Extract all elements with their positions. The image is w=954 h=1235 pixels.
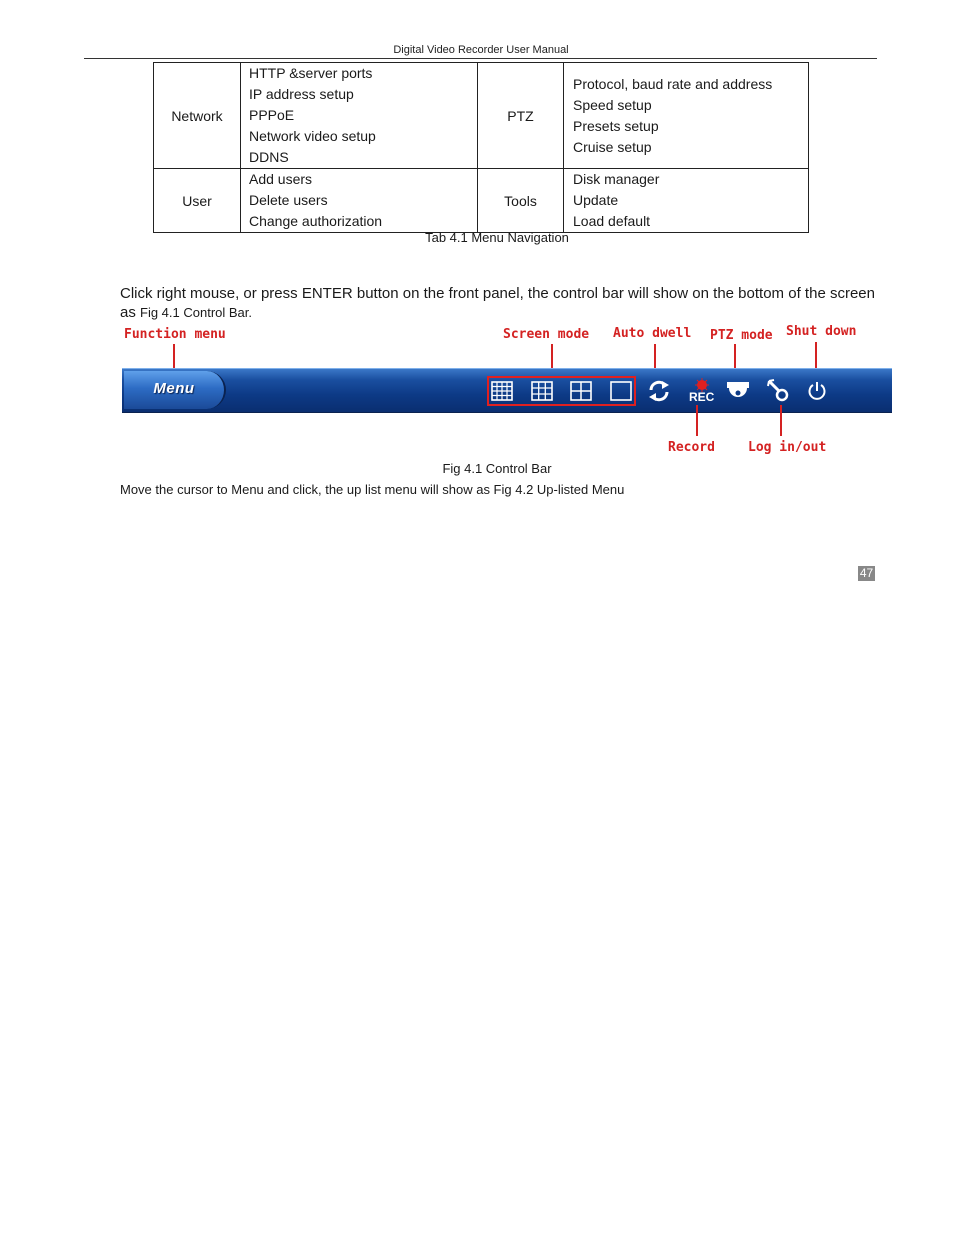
table-item: DDNS [249, 149, 289, 165]
annotation-pointer [173, 344, 175, 370]
grid-16-icon[interactable] [491, 381, 513, 401]
annotation-pointer [815, 342, 817, 370]
grid-9-icon[interactable] [531, 381, 553, 401]
table-item: Protocol, baud rate and address [573, 75, 773, 92]
annotation-auto-dwell: Auto dwell [613, 326, 692, 341]
annotation-record: Record [668, 440, 715, 455]
rec-label: REC [689, 390, 715, 404]
table-item: Change authorization [249, 213, 383, 229]
items-cell [564, 63, 809, 169]
table-row [154, 169, 809, 233]
control-bar [122, 368, 892, 413]
table-item: Network video setup [249, 128, 376, 144]
header-rule [84, 58, 877, 59]
table-item: IP address setup [249, 86, 354, 102]
grid-4-icon[interactable] [570, 381, 592, 401]
category-cell: User [154, 169, 241, 233]
control-bar-figure [118, 322, 896, 462]
running-header: Digital Video Recorder User Manual [393, 44, 569, 56]
table-item: Speed setup [573, 96, 652, 113]
annotation-pointer [654, 344, 656, 370]
ptz-camera-icon[interactable] [725, 379, 751, 403]
items-cell [564, 169, 809, 233]
category-cell: Tools [478, 169, 564, 233]
figure-reference: Fig 4.1 Control Bar. [140, 305, 253, 320]
page-number: 47 [859, 566, 874, 580]
table-item: Presets setup [573, 117, 659, 134]
table-item: Add users [249, 171, 313, 187]
table-item: Delete users [249, 192, 328, 208]
annotation-pointer [780, 405, 782, 436]
table-item: Disk manager [573, 171, 660, 187]
annotation-pointer [696, 405, 698, 436]
body-text: Move the cursor to Menu and click, the up list menu will show as Fig 4.2 Up-listed Menu [120, 482, 625, 497]
table-row [154, 63, 809, 169]
table-item: Cruise setup [573, 138, 652, 155]
annotation-pointer [734, 344, 736, 370]
items-cell [241, 169, 478, 233]
annotation-function-menu: Function menu [124, 327, 226, 342]
annotation-ptz-mode: PTZ mode [710, 328, 773, 343]
table-item: HTTP &server ports [249, 65, 373, 81]
table-item: Update [573, 192, 619, 208]
figure-caption: Fig 4.1 Control Bar [442, 461, 552, 476]
annotation-log-inout: Log in/out [748, 440, 827, 455]
grid-1-icon[interactable] [610, 381, 632, 401]
table-item: PPPoE [249, 107, 295, 123]
power-icon[interactable] [806, 380, 828, 402]
auto-dwell-icon[interactable] [646, 378, 672, 404]
menu-navigation-table [153, 62, 809, 233]
table-caption: Tab 4.1 Menu Navigation [425, 230, 569, 245]
table-item: Load default [573, 213, 651, 229]
category-cell: Network [154, 63, 241, 169]
menu-button[interactable]: Menu [124, 371, 226, 409]
annotation-screen-mode: Screen mode [503, 327, 590, 342]
items-cell [241, 63, 478, 169]
record-button[interactable] [689, 378, 723, 408]
paragraph-text: Click right mouse, or press ENTER button on the front panel, the control bar will show on the bottom of the screen as [120, 285, 875, 321]
annotation-shut-down: Shut down [786, 324, 857, 339]
category-cell: PTZ [478, 63, 564, 169]
login-key-icon[interactable] [766, 378, 790, 404]
body-paragraph [120, 284, 875, 322]
